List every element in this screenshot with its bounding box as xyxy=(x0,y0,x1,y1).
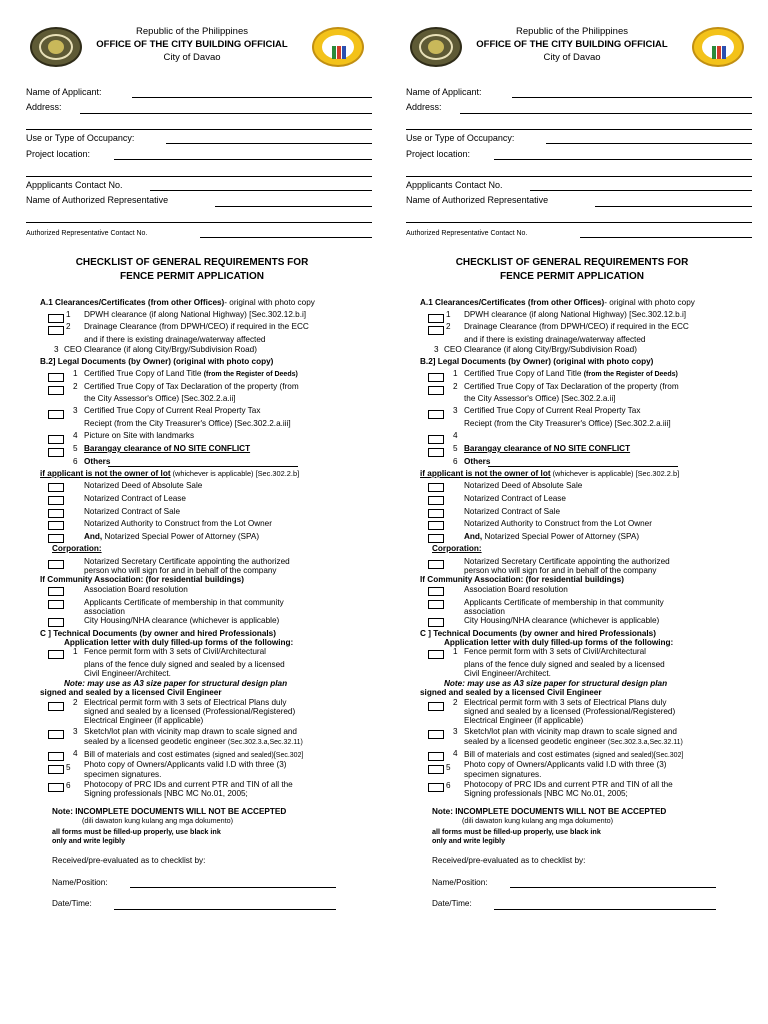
a1-item-1: DPWH clearance (if along National Highway) [Sec.302.12.b.i] xyxy=(464,310,687,319)
occupancy-label: Use or Type of Occupancy: xyxy=(406,133,515,143)
a1-item-3: CEO Clearance (if along City/Brgy/Subdivision Road) xyxy=(64,345,257,354)
assoc-item-3: City Housing/NHA clearance (whichever is applicable) xyxy=(464,616,660,625)
lot-heading: if applicant is not the owner of lot (whichever is applicable) [Sec.302.2.b] xyxy=(40,469,300,478)
header-office: OFFICE OF THE CITY BUILDING OFFICIAL xyxy=(476,39,668,50)
assoc-item-1: Association Board resolution xyxy=(84,585,188,594)
a1-item-2: Drainage Clearance (from DPWH/CEO) if required in the ECC xyxy=(464,322,689,331)
contact-input[interactable] xyxy=(150,190,372,191)
lot-item-2: Notarized Contract of Lease xyxy=(84,494,186,503)
date-time-input[interactable] xyxy=(114,909,336,910)
lot-item-4: Notarized Authority to Construct from the Lot Owner xyxy=(464,519,652,528)
b2-checkbox-4[interactable] xyxy=(48,435,64,444)
name-position-label: Name/Position: xyxy=(432,878,488,887)
a1-item-2-cont: and if there is existing drainage/waterway affected xyxy=(464,335,646,344)
applicant-input[interactable] xyxy=(132,97,372,98)
representative-label: Name of Authorized Representative xyxy=(26,195,169,205)
checklist-title xyxy=(380,256,764,284)
rep-contact-label: Authorized Representative Contact No. xyxy=(26,230,148,237)
c-num-3: 3 xyxy=(453,727,458,736)
b2-num-4: 4 xyxy=(453,431,458,440)
assoc-heading: If Community Association: (for residential buildings) xyxy=(40,575,244,584)
lot-checkbox-1[interactable] xyxy=(428,483,444,492)
date-time-label: Date/Time: xyxy=(432,899,472,908)
b2-checkbox-1[interactable] xyxy=(48,373,64,382)
location-label: Project location: xyxy=(406,149,471,159)
assoc-checkbox-2[interactable] xyxy=(428,600,444,609)
c-item-4: Bill of materials and cost estimates (signed and sealed)[Sec.302] xyxy=(464,750,684,759)
c-item-1-cont2: Civil Engineer/Architect. xyxy=(84,669,171,678)
location-input-line2[interactable] xyxy=(26,176,372,177)
notes-bisaya: (dili dawaton kung kulang ang mga dokumento) xyxy=(462,816,614,825)
received-label: Received/pre-evaluated as to checklist by: xyxy=(432,856,586,865)
c-checkbox-2[interactable] xyxy=(428,702,444,711)
applicant-label: Name of Applicant: xyxy=(26,87,102,97)
c-checkbox-3[interactable] xyxy=(428,730,444,739)
lot-checkbox-4[interactable] xyxy=(428,521,444,530)
c-item-5: Photo copy of Owners/Applicants valid I.D with three (3) xyxy=(84,760,287,769)
b2-item-3: Certified True Copy of Current Real Property Tax xyxy=(464,406,641,415)
c-item-1: Fence permit form with 3 sets of Civil/Architectural xyxy=(84,647,266,656)
title-line2: FENCE PERMIT APPLICATION xyxy=(500,271,644,282)
location-label: Project location: xyxy=(26,149,91,159)
b2-checkbox-2[interactable] xyxy=(48,386,64,395)
b2-heading: B.2] Legal Documents (by Owner) (original with photo copy) xyxy=(420,357,654,366)
c-item-2-cont2: Electrical Engineer (if applicable) xyxy=(464,716,584,725)
b2-checkbox-3[interactable] xyxy=(428,410,444,419)
title-line1: CHECKLIST OF GENERAL REQUIREMENTS FOR xyxy=(75,257,309,268)
c-item-3: Sketch/lot plan with vicinity map drawn to scale signed and xyxy=(84,727,297,736)
notes-black-ink: all forms must be filled-up properly, use black ink xyxy=(52,827,221,836)
b2-item-3-cont: Reciept (from the City Treasurer's Office) [Sec.302.2.a.iii] xyxy=(464,419,671,428)
c-item-2-cont: signed and sealed by a licensed (Professional/Registered) xyxy=(84,707,296,716)
assoc-checkbox-1[interactable] xyxy=(428,587,444,596)
name-position-input[interactable] xyxy=(130,887,336,888)
notes-incomplete: Note: INCOMPLETE DOCUMENTS WILL NOT BE ACCEPTED xyxy=(432,807,667,816)
c-num-5: 5 xyxy=(66,763,71,772)
c-checkbox-3[interactable] xyxy=(48,730,64,739)
rep-contact-label: Authorized Representative Contact No. xyxy=(406,230,528,237)
location-input-line2[interactable] xyxy=(406,176,752,177)
b2-item-1: Certified True Copy of Land Title (from the Register of Deeds) xyxy=(84,369,298,378)
lot-heading: if applicant is not the owner of lot (whichever is applicable) [Sec.302.2.b] xyxy=(420,469,680,478)
b2-item-5: Barangay clearance of NO SITE CONFLICT xyxy=(84,444,251,453)
header-country: Republic of the Philippines xyxy=(516,26,628,37)
c-note: Note: may use as A3 size paper for structural design plan xyxy=(444,679,668,688)
notes-incomplete: Note: INCOMPLETE DOCUMENTS WILL NOT BE ACCEPTED xyxy=(52,807,287,816)
lot-checkbox-4[interactable] xyxy=(48,521,64,530)
b2-num-2: 2 xyxy=(73,382,78,391)
form-header xyxy=(380,25,764,64)
lot-item-3: Notarized Contract of Sale xyxy=(464,507,561,516)
c-item-1-cont: plans of the fence duly signed and sealed by a licensed xyxy=(464,660,665,669)
address-input-line2[interactable] xyxy=(406,129,752,130)
c-item-2: Electrical permit form with 3 sets of Electrical Plans duly xyxy=(464,698,667,707)
representative-input-line2[interactable] xyxy=(26,222,372,223)
rep-contact-input[interactable] xyxy=(580,237,752,238)
c-note-cont: signed and sealed by a licensed Civil Engineer xyxy=(420,688,602,697)
assoc-heading: If Community Association: (for residential buildings) xyxy=(420,575,624,584)
c-heading: C ] Technical Documents (by owner and hired Professionals) xyxy=(420,629,656,638)
address-label: Address: xyxy=(406,102,442,112)
c-num-6: 6 xyxy=(446,781,451,790)
assoc-checkbox-1[interactable] xyxy=(48,587,64,596)
corp-checkbox-1[interactable] xyxy=(428,560,444,569)
c-heading: C ] Technical Documents (by owner and hired Professionals) xyxy=(40,629,276,638)
others-input[interactable] xyxy=(488,466,678,467)
b2-checkbox-1[interactable] xyxy=(428,373,444,382)
c-item-1-cont2: Civil Engineer/Architect. xyxy=(464,669,551,678)
assoc-item-1: Association Board resolution xyxy=(464,585,568,594)
a1-num-1: 1 xyxy=(446,310,451,319)
c-item-3: Sketch/lot plan with vicinity map drawn to scale signed and xyxy=(464,727,677,736)
c-num-6: 6 xyxy=(66,781,71,790)
a1-num-1: 1 xyxy=(66,310,71,319)
lot-item-2: Notarized Contract of Lease xyxy=(464,494,566,503)
contact-label: Appplicants Contact No. xyxy=(406,180,503,190)
a1-checkbox-2[interactable] xyxy=(428,326,444,335)
a1-checkbox-1[interactable] xyxy=(428,314,444,323)
occupancy-input[interactable] xyxy=(166,143,372,144)
date-time-label: Date/Time: xyxy=(52,899,92,908)
name-position-label: Name/Position: xyxy=(52,878,108,887)
c-item-6: Photocopy of PRC IDs and current PTR and TIN of all the xyxy=(464,780,673,789)
b2-item-3: Certified True Copy of Current Real Property Tax xyxy=(84,406,261,415)
lot-item-3: Notarized Contract of Sale xyxy=(84,507,181,516)
b2-num-5: 5 xyxy=(453,444,458,453)
address-label: Address: xyxy=(26,102,62,112)
b2-item-4: Picture on Site with landmarks xyxy=(84,431,195,440)
received-label: Received/pre-evaluated as to checklist by: xyxy=(52,856,206,865)
c-item-2-cont2: Electrical Engineer (if applicable) xyxy=(84,716,204,725)
a1-item-2: Drainage Clearance (from DPWH/CEO) if required in the ECC xyxy=(84,322,309,331)
b2-checkbox-2[interactable] xyxy=(428,386,444,395)
header-office: OFFICE OF THE CITY BUILDING OFFICIAL xyxy=(96,39,288,50)
title-line1: CHECKLIST OF GENERAL REQUIREMENTS FOR xyxy=(455,257,689,268)
assoc-item-2: Applicants Certificate of membership in that community xyxy=(464,598,664,607)
a1-num-3: 3 xyxy=(54,345,59,354)
representative-label: Name of Authorized Representative xyxy=(406,195,549,205)
c-subheading: Application letter with duly filled-up forms of the following: xyxy=(444,638,674,647)
b2-num-6: 6 xyxy=(73,457,78,466)
c-num-1: 1 xyxy=(453,647,458,656)
c-item-5-cont: specimen signatures. xyxy=(464,770,542,779)
c-item-3-cont: sealed by a licensed geodetic engineer (Sec.302.3.a,Sec.32.11) xyxy=(84,737,303,746)
applicant-label: Name of Applicant: xyxy=(406,87,482,97)
occupancy-input[interactable] xyxy=(546,143,752,144)
c-num-4: 4 xyxy=(73,749,78,758)
c-item-1-cont: plans of the fence duly signed and sealed by a licensed xyxy=(84,660,285,669)
lot-checkbox-spa[interactable] xyxy=(428,534,444,543)
lot-checkbox-2[interactable] xyxy=(48,496,64,505)
lot-item-1: Notarized Deed of Absolute Sale xyxy=(84,481,203,490)
lot-checkbox-3[interactable] xyxy=(428,509,444,518)
lot-item-4: Notarized Authority to Construct from the Lot Owner xyxy=(84,519,272,528)
c-item-6: Photocopy of PRC IDs and current PTR and TIN of all the xyxy=(84,780,293,789)
b2-heading: B.2] Legal Documents (by Owner) (original with photo copy) xyxy=(40,357,274,366)
title-line2: FENCE PERMIT APPLICATION xyxy=(120,271,264,282)
lot-checkbox-1[interactable] xyxy=(48,483,64,492)
b2-num-3: 3 xyxy=(73,406,78,415)
c-num-1: 1 xyxy=(73,647,78,656)
c-note: Note: may use as A3 size paper for structural design plan xyxy=(64,679,288,688)
b2-checkbox-3[interactable] xyxy=(48,410,64,419)
c-checkbox-4[interactable] xyxy=(428,752,444,761)
corp-heading: Corporation: xyxy=(432,544,482,553)
b2-num-2: 2 xyxy=(453,382,458,391)
a1-heading: A.1 Clearances/Certificates (from other Offices)- original with photo copy xyxy=(40,298,315,307)
b2-checkbox-5[interactable] xyxy=(48,448,64,457)
b2-item-1: Certified True Copy of Land Title (from the Register of Deeds) xyxy=(464,369,678,378)
b2-item-3-cont: Reciept (from the City Treasurer's Office) [Sec.302.2.a.iii] xyxy=(84,419,291,428)
name-position-input[interactable] xyxy=(510,887,716,888)
representative-input[interactable] xyxy=(595,206,752,207)
c-checkbox-1[interactable] xyxy=(48,650,64,659)
assoc-item-3: City Housing/NHA clearance (whichever is applicable) xyxy=(84,616,280,625)
b2-item-6: Others xyxy=(84,457,111,466)
a1-num-2: 2 xyxy=(66,322,71,331)
c-num-4: 4 xyxy=(453,749,458,758)
c-note-cont: signed and sealed by a licensed Civil Engineer xyxy=(40,688,222,697)
assoc-item-2-cont: association xyxy=(84,607,125,616)
corp-heading: Corporation: xyxy=(52,544,102,553)
b2-num-1: 1 xyxy=(73,369,78,378)
form-header xyxy=(0,25,384,64)
corp-item-1-cont: person who will sign for and in behalf of the company xyxy=(84,566,277,575)
lot-checkbox-2[interactable] xyxy=(428,496,444,505)
c-checkbox-6[interactable] xyxy=(48,783,64,792)
date-time-input[interactable] xyxy=(494,909,716,910)
b2-num-5: 5 xyxy=(73,444,78,453)
lot-checkbox-3[interactable] xyxy=(48,509,64,518)
notes-black-ink: all forms must be filled-up properly, use black ink xyxy=(432,827,601,836)
a1-item-3: CEO Clearance (if along City/Brgy/Subdivision Road) xyxy=(444,345,637,354)
c-item-1: Fence permit form with 3 sets of Civil/Architectural xyxy=(464,647,646,656)
b2-item-6: Others xyxy=(464,457,491,466)
lot-item-spa: And, Notarized Special Power of Attorney (SPA) xyxy=(84,532,260,541)
address-input[interactable] xyxy=(460,113,752,114)
assoc-checkbox-3[interactable] xyxy=(48,618,64,627)
lot-item-1: Notarized Deed of Absolute Sale xyxy=(464,481,583,490)
b2-item-2-cont: the City Assessor's Office) [Sec.302.2.a.ii] xyxy=(464,394,616,403)
occupancy-label: Use or Type of Occupancy: xyxy=(26,133,135,143)
c-item-4: Bill of materials and cost estimates (signed and sealed)[Sec.302] xyxy=(84,750,304,759)
representative-input[interactable] xyxy=(215,206,372,207)
c-checkbox-6[interactable] xyxy=(428,783,444,792)
c-item-6-cont: Signing professionals [NBC MC No.01, 2005; xyxy=(464,789,628,798)
a1-checkbox-2[interactable] xyxy=(48,326,64,335)
c-item-5: Photo copy of Owners/Applicants valid I.D with three (3) xyxy=(464,760,667,769)
b2-item-2-cont: the City Assessor's Office) [Sec.302.2.a.ii] xyxy=(84,394,236,403)
c-item-3-cont: sealed by a licensed geodetic engineer (Sec.302.3.a,Sec.32.11) xyxy=(464,737,683,746)
assoc-checkbox-2[interactable] xyxy=(48,600,64,609)
location-input[interactable] xyxy=(494,159,752,160)
representative-input-line2[interactable] xyxy=(406,222,752,223)
c-subheading: Application letter with duly filled-up forms of the following: xyxy=(64,638,294,647)
b2-item-2: Certified True Copy of Tax Declaration of the property (from xyxy=(464,382,679,391)
corp-checkbox-1[interactable] xyxy=(48,560,64,569)
corp-item-1: Notarized Secretary Certificate appointing the authorized xyxy=(84,557,290,566)
assoc-checkbox-3[interactable] xyxy=(428,618,444,627)
contact-label: Appplicants Contact No. xyxy=(26,180,123,190)
c-item-6-cont: Signing professionals [NBC MC No.01, 2005; xyxy=(84,789,248,798)
c-item-2: Electrical permit form with 3 sets of Electrical Plans duly xyxy=(84,698,287,707)
b2-checkbox-5[interactable] xyxy=(428,448,444,457)
b2-num-3: 3 xyxy=(453,406,458,415)
a1-num-3: 3 xyxy=(434,345,439,354)
c-checkbox-5[interactable] xyxy=(428,765,444,774)
lot-item-spa: And, Notarized Special Power of Attorney (SPA) xyxy=(464,532,640,541)
header-city: City of Davao xyxy=(163,52,221,63)
b2-num-1: 1 xyxy=(453,369,458,378)
b2-num-6: 6 xyxy=(453,457,458,466)
c-checkbox-2[interactable] xyxy=(48,702,64,711)
assoc-item-2-cont: association xyxy=(464,607,505,616)
c-item-5-cont: specimen signatures. xyxy=(84,770,162,779)
c-num-5: 5 xyxy=(446,763,451,772)
address-input[interactable] xyxy=(80,113,372,114)
c-num-3: 3 xyxy=(73,727,78,736)
c-num-2: 2 xyxy=(453,698,458,707)
assoc-item-2: Applicants Certificate of membership in that community xyxy=(84,598,284,607)
b2-item-2: Certified True Copy of Tax Declaration of the property (from xyxy=(84,382,299,391)
c-item-2-cont: signed and sealed by a licensed (Professional/Registered) xyxy=(464,707,676,716)
notes-bisaya: (dili dawaton kung kulang ang mga dokumento) xyxy=(82,816,234,825)
a1-heading: A.1 Clearances/Certificates (from other Offices)- original with photo copy xyxy=(420,298,695,307)
header-country: Republic of the Philippines xyxy=(136,26,248,37)
lot-checkbox-spa[interactable] xyxy=(48,534,64,543)
b2-num-4: 4 xyxy=(73,431,78,440)
a1-item-2-cont: and if there is existing drainage/waterway affected xyxy=(84,335,266,344)
a1-checkbox-1[interactable] xyxy=(48,314,64,323)
a1-item-1: DPWH clearance (if along National Highway) [Sec.302.12.b.i] xyxy=(84,310,307,319)
contact-input[interactable] xyxy=(530,190,752,191)
notes-legibly: only and write legibly xyxy=(432,836,506,845)
corp-item-1: Notarized Secretary Certificate appointing the authorized xyxy=(464,557,670,566)
b2-item-5: Barangay clearance of NO SITE CONFLICT xyxy=(464,444,631,453)
corp-item-1-cont: person who will sign for and in behalf of the company xyxy=(464,566,657,575)
notes-legibly: only and write legibly xyxy=(52,836,126,845)
others-input[interactable] xyxy=(108,466,298,467)
c-num-2: 2 xyxy=(73,698,78,707)
header-city: City of Davao xyxy=(543,52,601,63)
c-checkbox-5[interactable] xyxy=(48,765,64,774)
b2-checkbox-4[interactable] xyxy=(428,435,444,444)
applicant-input[interactable] xyxy=(512,97,752,98)
c-checkbox-1[interactable] xyxy=(428,650,444,659)
c-checkbox-4[interactable] xyxy=(48,752,64,761)
fence-permit-form-right xyxy=(380,0,764,1024)
a1-num-2: 2 xyxy=(446,322,451,331)
location-input[interactable] xyxy=(114,159,372,160)
rep-contact-input[interactable] xyxy=(200,237,372,238)
address-input-line2[interactable] xyxy=(26,129,372,130)
checklist-title xyxy=(0,256,384,284)
